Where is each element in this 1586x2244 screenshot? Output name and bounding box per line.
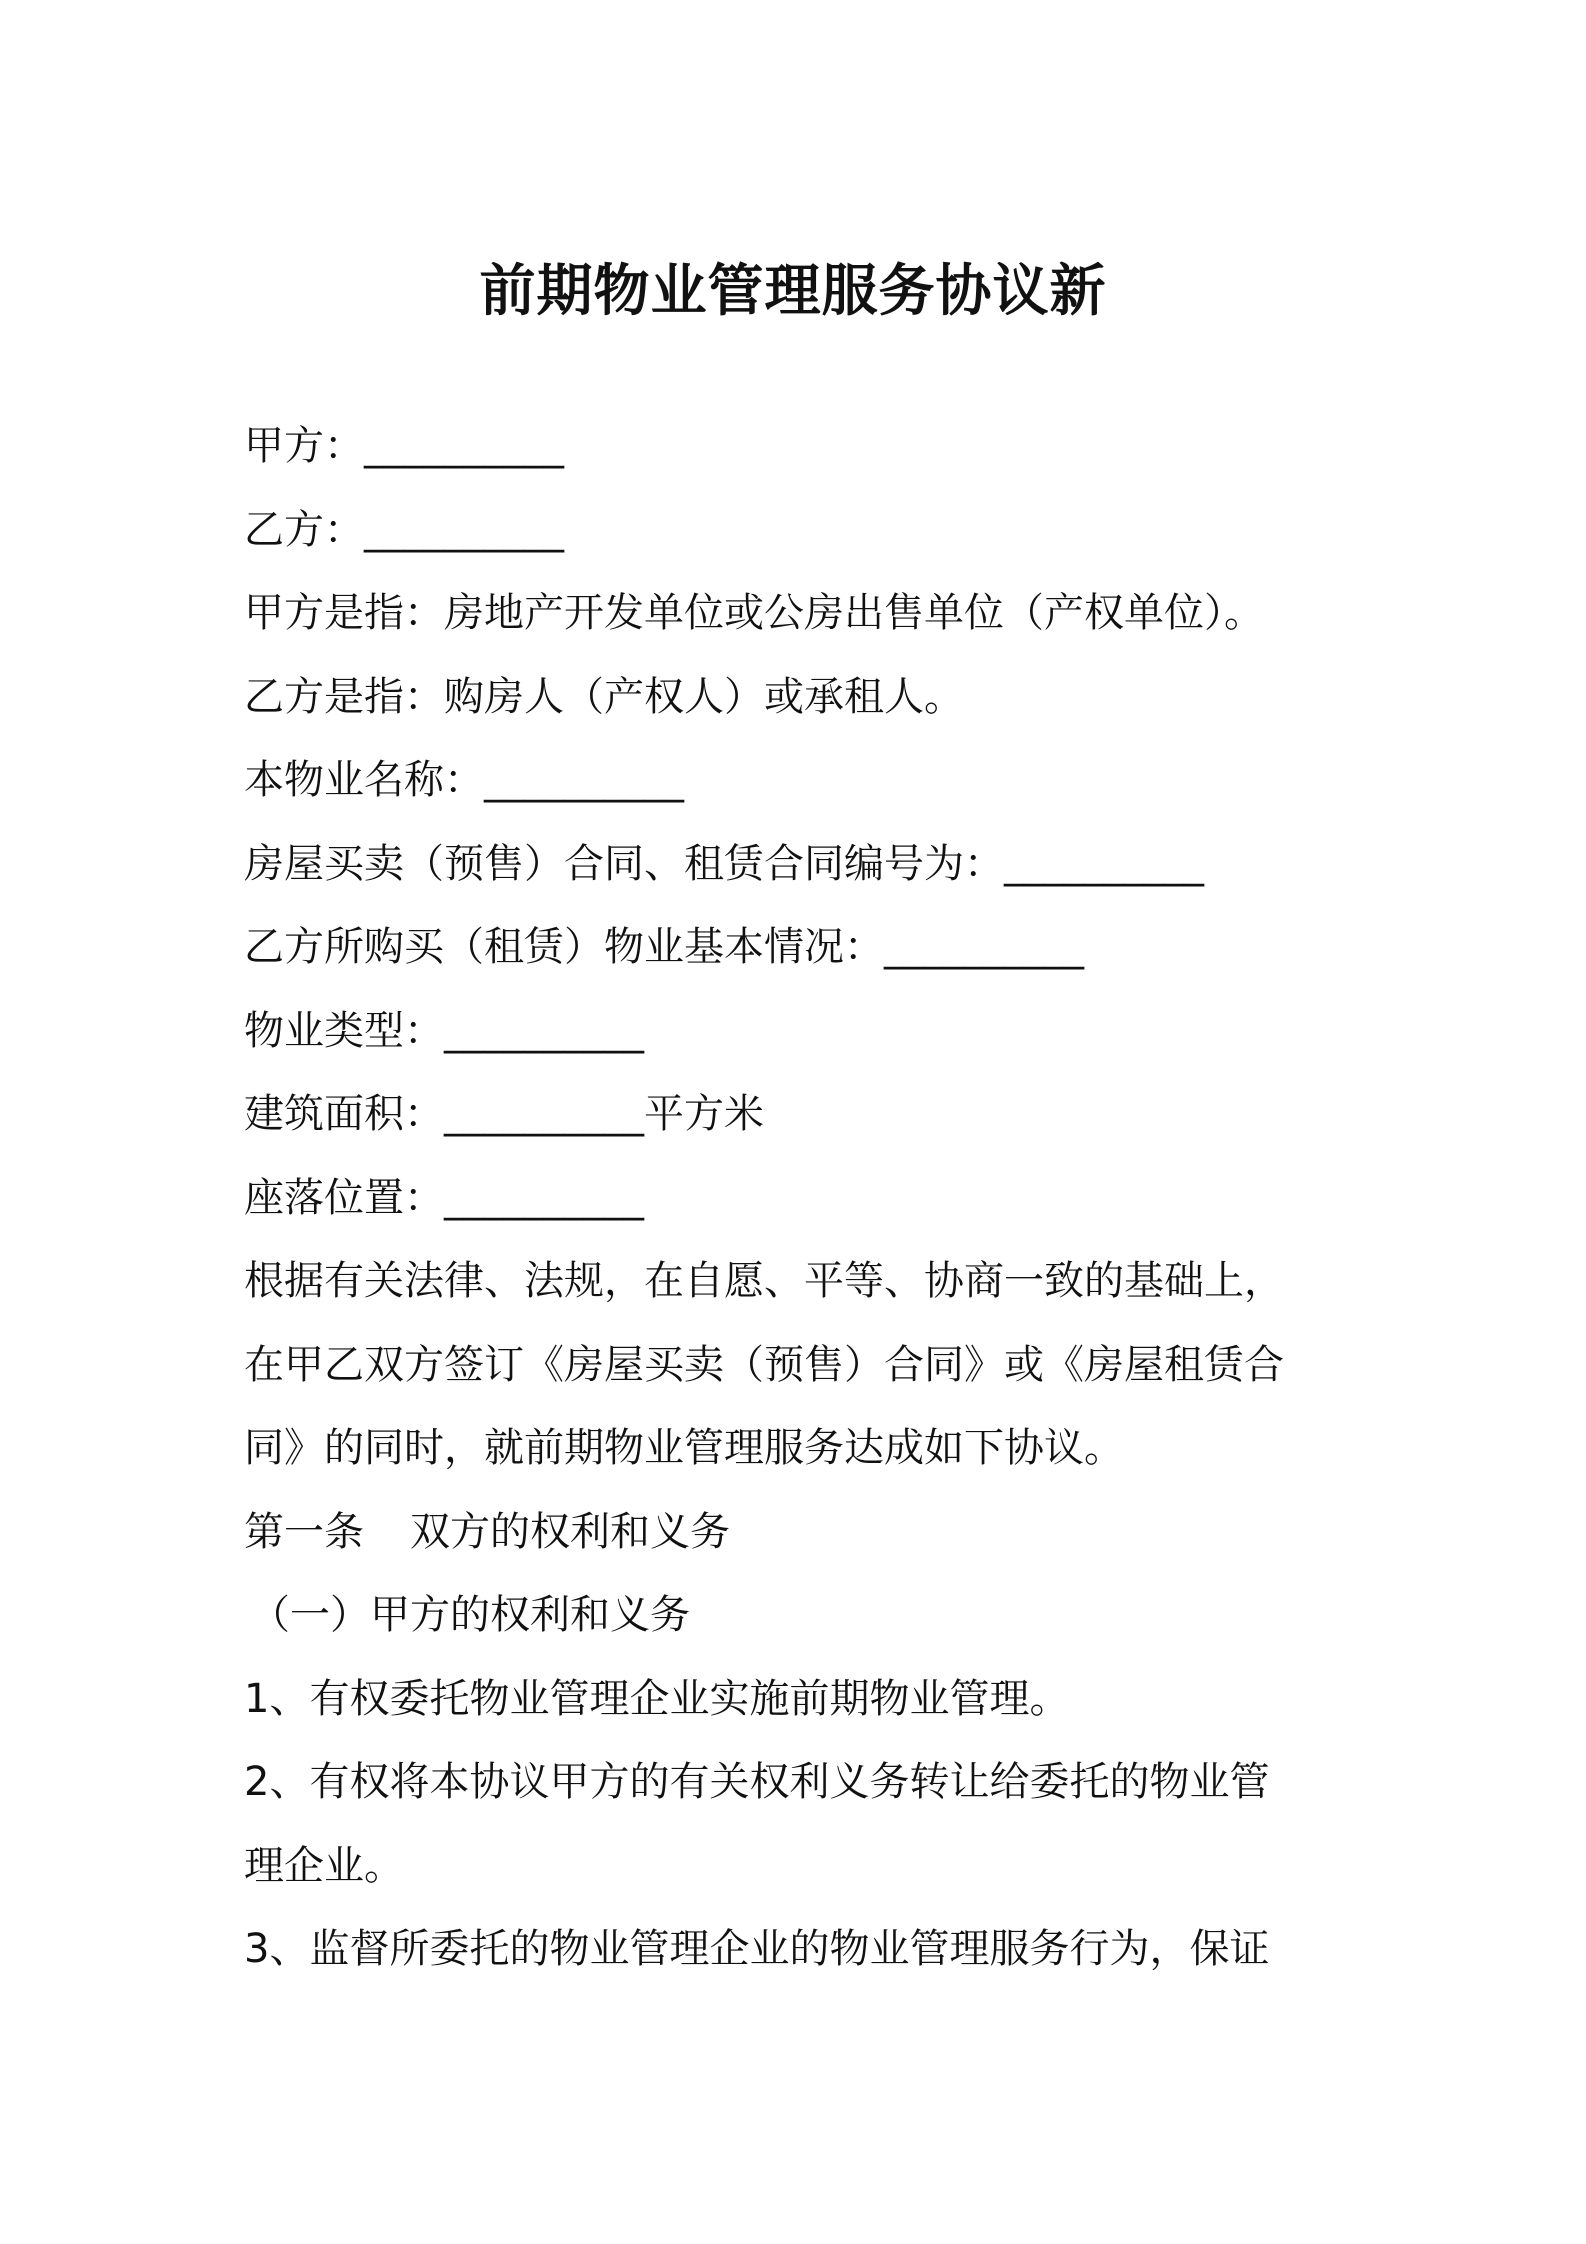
list-item-1: 1、有权委托物业管理企业实施前期物业管理。 [244, 1675, 1070, 1722]
property-name-line: 本物业名称：__________ [244, 757, 684, 803]
preamble-line-1: 根据有关法律、法规，在自愿、平等、协商一致的基础上， [244, 1258, 1284, 1304]
article-1-heading [244, 1491, 1364, 1575]
list-item-2: 2、有权将本协议甲方的有关权利义务转让给委托的物业管 [244, 1759, 1270, 1805]
location-line: 座落位置：__________ [244, 1174, 644, 1221]
building-area-line: 建筑面积：__________平方米 [244, 1091, 764, 1137]
preamble-line-3: 同》的同时，就前期物业管理服务达成如下协议。 [244, 1425, 1124, 1471]
list-item-2-continued: 理企业。 [244, 1842, 404, 1889]
property-basic-info-line: 乙方所购买（租赁）物业基本情况：__________ [244, 924, 1084, 970]
article-1-title: 双方的权利和义务 [410, 1508, 730, 1555]
party-b-line: 乙方：__________ [244, 506, 564, 553]
property-type-line: 物业类型：__________ [244, 1007, 644, 1054]
list-item-3: 3、监督所委托的物业管理企业的物业管理服务行为，保证 [244, 1926, 1270, 1972]
party-b-definition: 乙方是指：购房人（产权人）或承租人。 [244, 673, 964, 720]
party-a-line: 甲方：__________ [244, 423, 564, 469]
article-1-number: 第一条 [244, 1508, 364, 1555]
contract-number-line: 房屋买卖（预售）合同、租赁合同编号为：__________ [244, 840, 1204, 887]
document-body [244, 405, 1364, 1992]
party-a-definition: 甲方是指：房地产开发单位或公房出售单位（产权单位）。 [244, 590, 1264, 636]
preamble-line-2: 在甲乙双方签订《房屋买卖（预售）合同》或《房屋租赁合 [244, 1341, 1284, 1388]
document-title: 前期物业管理服务协议新 [479, 259, 1107, 324]
section-1-heading: （一）甲方的权利和义务 [250, 1592, 690, 1638]
